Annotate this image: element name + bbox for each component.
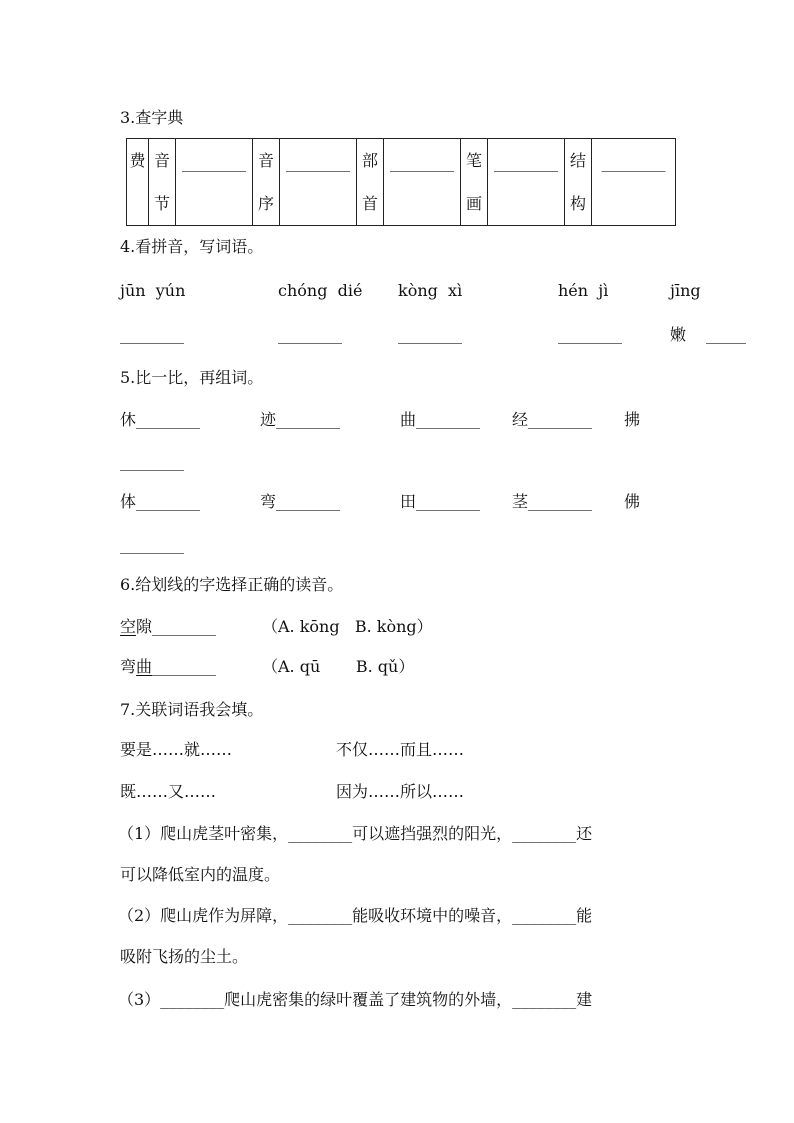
dict-char-cell bbox=[127, 139, 149, 226]
field-label-bottom: 首 bbox=[361, 194, 378, 213]
compare-item[interactable]: 体________ bbox=[120, 492, 201, 511]
compare-item[interactable]: 曲________ bbox=[400, 410, 481, 429]
conjunction-word: 因为……所以…… bbox=[336, 782, 465, 801]
pinyin-3: kòng xì bbox=[398, 281, 463, 300]
q7-title: 7.关联词语我会填。 bbox=[120, 700, 264, 719]
pronunciation-options-2: （A. qū B. qǔ） bbox=[262, 657, 415, 676]
field-label-top: 音 bbox=[257, 151, 274, 170]
pinyin-2: chóng dié bbox=[278, 281, 363, 300]
compare-item: 拂 bbox=[624, 410, 641, 429]
field-label-bottom: 画 bbox=[465, 194, 482, 213]
q4-title: 4.看拼音，写词语。 bbox=[120, 237, 264, 256]
conjunction-word: 既……又…… bbox=[120, 782, 217, 801]
compare-item-wrap[interactable]: ________ bbox=[120, 452, 184, 471]
q3-title: 3.查字典 bbox=[120, 108, 184, 127]
underlined-char: 曲 bbox=[136, 657, 153, 676]
compare-item[interactable]: 弯________ bbox=[260, 492, 341, 511]
field-blank-pinyin[interactable]: ________ bbox=[176, 139, 253, 226]
sentence-2-line-1[interactable]: （2）爬山虎作为屏障，________能吸收环境中的噪音，________能 bbox=[118, 906, 593, 925]
word-blank-4[interactable]: ________ bbox=[558, 325, 622, 344]
pinyin-5: jīng bbox=[670, 281, 701, 300]
field-label-cell-structure bbox=[565, 139, 592, 226]
dictionary-table bbox=[126, 138, 676, 226]
field-label-bottom: 序 bbox=[257, 194, 274, 213]
field-blank-strokes[interactable]: ________ bbox=[488, 139, 565, 226]
field-label-bottom: 构 bbox=[569, 194, 586, 213]
field-blank-radical[interactable]: ________ bbox=[384, 139, 461, 226]
pronunciation-item-1 bbox=[120, 617, 216, 637]
field-label-top: 笔 bbox=[465, 151, 482, 170]
word-blank-1[interactable]: ________ bbox=[120, 325, 184, 344]
field-label-bottom: 节 bbox=[153, 194, 170, 213]
field-label-cell-radical bbox=[357, 139, 384, 226]
word-blank-3[interactable]: ________ bbox=[398, 325, 462, 344]
sentence-2-line-2: 吸附飞扬的尘土。 bbox=[120, 947, 249, 966]
conjunction-word: 不仅……而且…… bbox=[336, 740, 465, 759]
q6-title: 6.给划线的字选择正确的读音。 bbox=[120, 575, 344, 594]
pinyin-4: hén jì bbox=[558, 281, 609, 300]
sentence-1-line-2: 可以降低室内的温度。 bbox=[120, 865, 281, 884]
field-label-cell-strokes bbox=[461, 139, 488, 226]
compare-item-wrap[interactable]: ________ bbox=[120, 535, 184, 554]
last-char: 嫩 bbox=[670, 325, 687, 344]
compare-item[interactable]: 经________ bbox=[512, 410, 593, 429]
dict-char: 费 bbox=[129, 151, 146, 170]
field-label-cell-order bbox=[253, 139, 280, 226]
underlined-char: 空 bbox=[120, 617, 137, 636]
pronunciation-options-1: （A. kōng B. kòng） bbox=[262, 617, 433, 636]
field-label-cell-pinyin bbox=[149, 139, 176, 226]
compare-item[interactable]: 迹________ bbox=[260, 410, 341, 429]
conjunction-word: 要是……就…… bbox=[120, 740, 233, 759]
field-label-top: 部 bbox=[361, 151, 378, 170]
field-blank-structure[interactable]: ________ bbox=[592, 139, 676, 226]
word-blank-5[interactable]: _____ bbox=[706, 325, 746, 344]
field-label-top: 结 bbox=[569, 151, 586, 170]
compare-item[interactable]: 休________ bbox=[120, 410, 201, 429]
sentence-3-line-1[interactable]: （3）________爬山虎密集的绿叶覆盖了建筑物的外墙，________建 bbox=[118, 990, 593, 1009]
compare-item: 佛 bbox=[624, 492, 641, 511]
item-char: 弯 bbox=[120, 657, 137, 676]
sentence-1-line-1[interactable]: （1）爬山虎茎叶密集，________可以遮挡强烈的阳光，________还 bbox=[118, 824, 593, 843]
field-label-top: 音 bbox=[153, 151, 170, 170]
pronunciation-item-2 bbox=[120, 657, 216, 677]
compare-item[interactable]: 茎________ bbox=[512, 492, 593, 511]
field-blank-order[interactable]: ________ bbox=[280, 139, 357, 226]
word-blank-2[interactable]: ________ bbox=[278, 325, 342, 344]
item-rest: 隙 bbox=[136, 617, 153, 636]
compare-item[interactable]: 田________ bbox=[400, 492, 481, 511]
answer-blank[interactable]: ________ bbox=[152, 617, 217, 636]
pinyin-1: jūn yún bbox=[120, 281, 186, 300]
q5-title: 5.比一比，再组词。 bbox=[120, 368, 264, 387]
answer-blank[interactable]: ________ bbox=[152, 657, 217, 676]
